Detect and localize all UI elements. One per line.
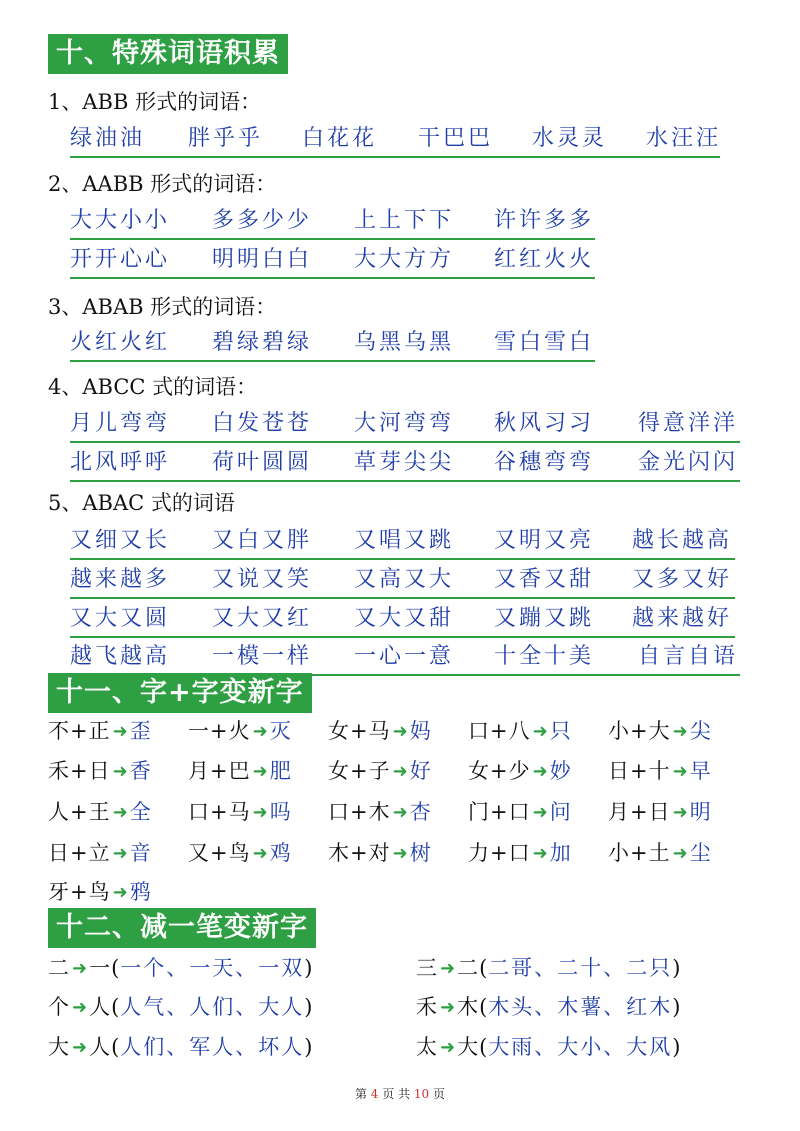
arrow-right-icon: ➜ <box>112 802 128 823</box>
combine-parts: 人+王 <box>48 800 111 824</box>
combine-item <box>468 795 573 830</box>
combine-item <box>328 795 433 830</box>
arrow-right-icon: ➜ <box>252 802 268 823</box>
combine-parts: 小+土 <box>608 841 671 865</box>
combine-item <box>328 836 433 871</box>
combine-item <box>48 754 153 789</box>
combine-item <box>608 836 713 871</box>
word-item: 大大小小 <box>70 208 171 233</box>
word-item: 胖乎乎 <box>188 126 264 151</box>
combine-result: 只 <box>549 719 573 743</box>
source-char: 大 <box>48 1035 70 1059</box>
word-item: 得意洋洋 <box>638 411 739 436</box>
arrow-right-icon: ➜ <box>672 802 688 823</box>
combine-result: 早 <box>689 759 713 783</box>
combine-parts: 又+鸟 <box>188 841 251 865</box>
combine-parts: 口+木 <box>328 800 391 824</box>
combine-parts: 月+日 <box>608 800 671 824</box>
word-item: 又白又胖 <box>212 528 313 553</box>
word-item: 水灵灵 <box>532 126 608 151</box>
combine-result: 妈 <box>409 719 433 743</box>
source-char: 太 <box>416 1035 438 1059</box>
word-item: 又大又红 <box>212 606 313 631</box>
abcc-word-row <box>70 407 740 443</box>
word-item: 十全十美 <box>494 644 595 669</box>
word-item: 绿油油 <box>70 126 146 151</box>
open-paren: ( <box>111 1035 121 1059</box>
aabb-word-row <box>70 243 595 279</box>
abac-word-row <box>70 524 735 560</box>
arrow-right-icon: ➜ <box>672 843 688 864</box>
combine-result: 吗 <box>269 800 293 824</box>
combine-result: 肥 <box>269 759 293 783</box>
word-item: 又唱又跳 <box>354 528 455 553</box>
subtract-item <box>48 951 314 986</box>
word-item: 大河弯弯 <box>354 411 455 436</box>
word-item: 草芽尖尖 <box>354 450 455 475</box>
combine-item <box>468 836 573 871</box>
arrow-right-icon: ➜ <box>532 761 548 782</box>
close-paren: ) <box>304 1035 314 1059</box>
combine-result: 树 <box>409 841 433 865</box>
arrow-right-icon: ➜ <box>672 761 688 782</box>
combine-result: 问 <box>549 800 573 824</box>
word-item: 越飞越高 <box>70 644 171 669</box>
word-item: 开开心心 <box>70 247 171 272</box>
word-item: 越来越多 <box>70 567 171 592</box>
combine-parts: 门+口 <box>468 800 531 824</box>
combine-parts: 力+口 <box>468 841 531 865</box>
combine-result: 加 <box>549 841 573 865</box>
word-item: 自言自语 <box>638 644 739 669</box>
example-words: 二哥、二十、二只 <box>488 956 673 980</box>
combine-item <box>608 714 713 749</box>
combine-parts: 月+巴 <box>188 759 251 783</box>
combine-item <box>608 795 713 830</box>
combine-result: 尘 <box>689 841 713 865</box>
combine-item <box>468 754 573 789</box>
result-char: 大 <box>457 1035 480 1059</box>
page-footer <box>0 1086 800 1102</box>
arrow-right-icon: ➜ <box>440 958 456 979</box>
word-item: 秋风习习 <box>494 411 595 436</box>
example-words: 大雨、大小、大风 <box>488 1035 673 1059</box>
arrow-right-icon: ➜ <box>252 843 268 864</box>
source-char: 禾 <box>416 995 438 1019</box>
combine-result: 鸡 <box>269 841 293 865</box>
arrow-right-icon: ➜ <box>392 843 408 864</box>
close-paren: ) <box>672 956 682 980</box>
word-item: 水汪汪 <box>646 126 722 151</box>
combine-result: 全 <box>129 800 153 824</box>
arrow-right-icon: ➜ <box>252 761 268 782</box>
close-paren: ) <box>672 995 682 1019</box>
combine-result: 音 <box>129 841 153 865</box>
subtract-row <box>48 951 748 985</box>
abac-label: 5、ABAC 式的词语 <box>48 491 235 515</box>
word-item: 又高又大 <box>354 567 455 592</box>
source-char: 二 <box>48 956 70 980</box>
combine-parts: 女+马 <box>328 719 391 743</box>
word-item: 又明又亮 <box>494 528 595 553</box>
combine-item <box>48 836 153 871</box>
combine-result: 鸦 <box>129 880 153 904</box>
combine-parts: 木+对 <box>328 841 391 865</box>
abcc-word-row <box>70 446 740 482</box>
footer-suffix: 页 <box>433 1087 446 1101</box>
subtract-item <box>416 1030 682 1065</box>
combine-parts: 日+十 <box>608 759 671 783</box>
combine-row <box>48 836 748 870</box>
word-item: 金光闪闪 <box>638 450 739 475</box>
subtract-row <box>48 1030 748 1064</box>
word-item: 火红火红 <box>70 330 171 355</box>
combine-parts: 一+火 <box>188 719 251 743</box>
result-char: 二 <box>457 956 480 980</box>
open-paren: ( <box>479 1035 489 1059</box>
word-item: 明明白白 <box>212 247 313 272</box>
word-item: 越长越高 <box>632 528 733 553</box>
combine-row <box>48 875 748 909</box>
word-item: 越来越好 <box>632 606 733 631</box>
combine-parts: 口+八 <box>468 719 531 743</box>
combine-item <box>48 714 153 749</box>
arrow-right-icon: ➜ <box>72 958 88 979</box>
arrow-right-icon: ➜ <box>532 802 548 823</box>
combine-parts: 女+子 <box>328 759 391 783</box>
combine-parts: 小+大 <box>608 719 671 743</box>
combine-parts: 牙+鸟 <box>48 880 111 904</box>
arrow-right-icon: ➜ <box>672 721 688 742</box>
word-item: 一心一意 <box>354 644 455 669</box>
word-item: 白花花 <box>302 126 378 151</box>
total-page-number: 10 <box>413 1087 430 1101</box>
combine-result: 好 <box>409 759 433 783</box>
combine-row <box>48 795 748 829</box>
combine-result: 尖 <box>689 719 713 743</box>
word-item: 又说又笑 <box>212 567 313 592</box>
combine-parts: 禾+日 <box>48 759 111 783</box>
open-paren: ( <box>111 956 121 980</box>
abac-word-row <box>70 602 735 638</box>
open-paren: ( <box>111 995 121 1019</box>
section-10-header: 十、特殊词语积累 <box>48 34 288 74</box>
combine-row <box>48 714 748 748</box>
word-item: 乌黑乌黑 <box>354 330 455 355</box>
arrow-right-icon: ➜ <box>112 843 128 864</box>
word-item: 大大方方 <box>354 247 455 272</box>
abab-word-row <box>70 326 595 362</box>
footer-middle: 页 共 <box>382 1087 411 1101</box>
arrow-right-icon: ➜ <box>72 997 88 1018</box>
subtract-item <box>416 951 682 986</box>
arrow-right-icon: ➜ <box>112 761 128 782</box>
result-char: 一 <box>89 956 112 980</box>
close-paren: ) <box>672 1035 682 1059</box>
combine-parts: 口+马 <box>188 800 251 824</box>
arrow-right-icon: ➜ <box>392 721 408 742</box>
combine-row <box>48 754 748 788</box>
example-words: 一个、一天、一双 <box>120 956 305 980</box>
close-paren: ) <box>304 956 314 980</box>
word-item: 谷穗弯弯 <box>494 450 595 475</box>
word-item: 一模一样 <box>212 644 313 669</box>
word-item: 碧绿碧绿 <box>212 330 313 355</box>
combine-result: 明 <box>689 800 713 824</box>
arrow-right-icon: ➜ <box>392 802 408 823</box>
combine-parts: 不+正 <box>48 719 111 743</box>
subtract-row <box>48 990 748 1024</box>
combine-item <box>188 795 293 830</box>
combine-parts: 日+立 <box>48 841 111 865</box>
subtract-item <box>416 990 682 1025</box>
word-item: 荷叶圆圆 <box>212 450 313 475</box>
subtract-item <box>48 1030 314 1065</box>
aabb-label: 2、AABB 形式的词语： <box>48 172 277 196</box>
word-item: 北风呼呼 <box>70 450 171 475</box>
result-char: 木 <box>457 995 480 1019</box>
combine-parts: 女+少 <box>468 759 531 783</box>
word-item: 白发苍苍 <box>212 411 313 436</box>
combine-item <box>48 795 153 830</box>
word-item: 许许多多 <box>494 208 595 233</box>
abb-label: 1、ABB 形式的词语： <box>48 90 262 114</box>
arrow-right-icon: ➜ <box>532 721 548 742</box>
combine-item <box>328 754 433 789</box>
example-words: 人气、人们、大人 <box>120 995 305 1019</box>
combine-item <box>468 714 573 749</box>
combine-result: 妙 <box>549 759 573 783</box>
word-item: 上上下下 <box>354 208 455 233</box>
section-12-header: 十二、减一笔变新字 <box>48 908 316 948</box>
abcc-label: 4、ABCC 式的词语： <box>48 375 258 399</box>
close-paren: ) <box>304 995 314 1019</box>
word-item: 又蹦又跳 <box>494 606 595 631</box>
source-char: 个 <box>48 995 70 1019</box>
arrow-right-icon: ➜ <box>112 721 128 742</box>
current-page-number: 4 <box>370 1087 379 1101</box>
arrow-right-icon: ➜ <box>252 721 268 742</box>
arrow-right-icon: ➜ <box>112 882 128 903</box>
footer-prefix: 第 <box>354 1087 367 1101</box>
arrow-right-icon: ➜ <box>440 1037 456 1058</box>
word-item: 又香又甜 <box>494 567 595 592</box>
word-item: 雪白雪白 <box>494 330 595 355</box>
abac-word-row <box>70 640 740 676</box>
subtract-item <box>48 990 314 1025</box>
source-char: 三 <box>416 956 438 980</box>
example-words: 木头、木薯、红木 <box>488 995 673 1019</box>
abab-label: 3、ABAB 形式的词语： <box>48 295 277 319</box>
combine-result: 歪 <box>129 719 153 743</box>
section-11-header: 十一、字+字变新字 <box>48 673 312 713</box>
word-item: 月儿弯弯 <box>70 411 171 436</box>
arrow-right-icon: ➜ <box>392 761 408 782</box>
arrow-right-icon: ➜ <box>532 843 548 864</box>
word-item: 又细又长 <box>70 528 171 553</box>
combine-result: 香 <box>129 759 153 783</box>
combine-item <box>608 754 713 789</box>
abb-word-row <box>70 122 720 158</box>
word-item: 又多又好 <box>632 567 733 592</box>
result-char: 人 <box>89 995 112 1019</box>
combine-item <box>48 875 153 910</box>
combine-result: 灭 <box>269 719 293 743</box>
word-item: 干巴巴 <box>418 126 494 151</box>
example-words: 人们、军人、坏人 <box>120 1035 305 1059</box>
open-paren: ( <box>479 956 489 980</box>
abac-word-row <box>70 563 735 599</box>
combine-item <box>188 714 293 749</box>
word-item: 红红火火 <box>494 247 595 272</box>
word-item: 多多少少 <box>212 208 313 233</box>
arrow-right-icon: ➜ <box>72 1037 88 1058</box>
result-char: 人 <box>89 1035 112 1059</box>
aabb-word-row <box>70 204 595 240</box>
arrow-right-icon: ➜ <box>440 997 456 1018</box>
combine-result: 杏 <box>409 800 433 824</box>
word-item: 又大又圆 <box>70 606 171 631</box>
combine-item <box>328 714 433 749</box>
open-paren: ( <box>479 995 489 1019</box>
word-item: 又大又甜 <box>354 606 455 631</box>
combine-item <box>188 836 293 871</box>
combine-item <box>188 754 293 789</box>
